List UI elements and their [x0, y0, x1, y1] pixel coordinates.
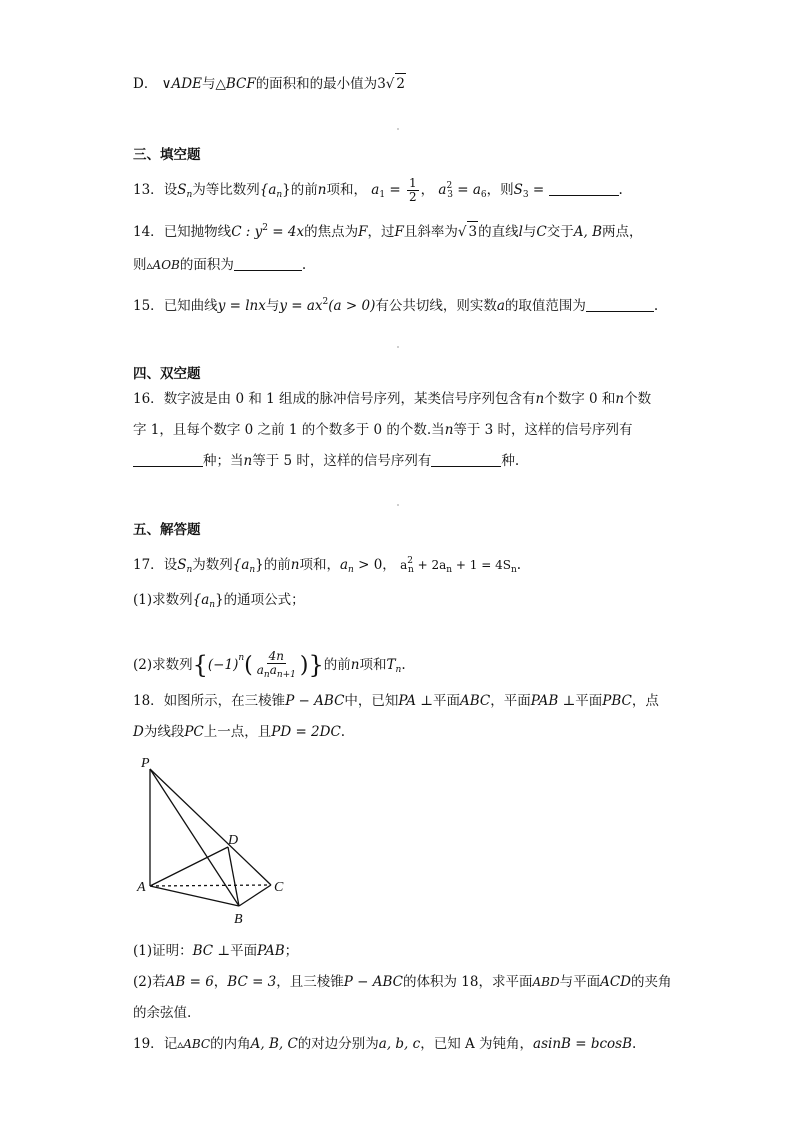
sym: a [371, 182, 380, 198]
text: 的内角 [210, 1036, 251, 1052]
text: 与 [265, 298, 280, 314]
sym: PBC [602, 693, 632, 709]
radicand: 3 [467, 221, 478, 242]
text: ，则 [486, 182, 514, 198]
text: 的对边分别为 [297, 1036, 379, 1052]
sup: n [238, 653, 245, 663]
text: ，且三棱锥 [276, 974, 344, 990]
text: (1)证明： [133, 943, 193, 959]
question-16-line3 [133, 451, 519, 471]
question-15 [133, 292, 658, 316]
sym: a, b, c [378, 1036, 421, 1052]
eq: = [385, 182, 405, 198]
sup: 2 [262, 223, 269, 233]
sym: = 4x [268, 224, 305, 240]
eq: = a [452, 182, 481, 198]
sym: ABC [460, 693, 491, 709]
question-17-part2 [133, 644, 406, 684]
question-13 [133, 176, 623, 205]
sym: PA ⊥ [398, 693, 434, 709]
option-label: D． [133, 76, 158, 92]
question-18-line2 [133, 722, 345, 742]
sym: (a > 0) [328, 298, 376, 314]
text: . [653, 298, 659, 314]
text: 的夹角 [631, 974, 672, 990]
text: (2)求数列 [133, 657, 193, 673]
text: 个数字 0 和 [544, 391, 616, 407]
question-17-part1 [133, 590, 305, 615]
seq: {a [192, 592, 210, 608]
text: ，平面 [490, 693, 531, 709]
text: 的余弦值. [133, 1005, 192, 1021]
sym: a [256, 662, 264, 677]
text: ，过 [367, 224, 395, 240]
text: 有公共切线，则实数 [375, 298, 497, 314]
sym: BC ⊥ [192, 943, 231, 959]
text: 的取值范围为 [504, 298, 586, 314]
question-number: 15． [133, 298, 164, 314]
sub: 3 [522, 190, 529, 200]
edge-ad [150, 847, 228, 886]
question-14-line1 [133, 218, 643, 242]
text: 的面积和的最小值为 [255, 76, 378, 92]
text: 的体积为 18，求平面 [403, 974, 533, 990]
sym: l [518, 224, 523, 240]
sym: (−1) [207, 657, 239, 673]
label-b: B [234, 912, 243, 927]
sub: n [510, 565, 517, 575]
denominator: 2 [408, 190, 417, 204]
text: (1)求数列 [133, 592, 193, 608]
text: ，已知 A 为钝角， [420, 1036, 534, 1052]
sym: T [386, 657, 396, 673]
text: 则 [133, 257, 147, 273]
section-3-title: 三、填空题 [133, 147, 201, 163]
text: 种；当 [203, 453, 244, 469]
right-paren: ) [299, 653, 309, 678]
section-4-title: 四、双空题 [133, 366, 201, 382]
sym: a [438, 182, 447, 198]
question-number: 14． [133, 224, 164, 240]
numerator: 1 [408, 176, 417, 190]
sym: P − ABC [285, 693, 345, 709]
option-d [133, 73, 406, 94]
sqrt-sign: √ [385, 76, 395, 92]
sym: asinB = bcosB [533, 1036, 633, 1052]
divider-dot [397, 346, 399, 348]
sym: S [177, 557, 187, 573]
text: 等于 5 时，这样的信号序列有 [252, 453, 432, 469]
text: }的前 [255, 557, 291, 573]
text: }的前 [282, 182, 318, 198]
sym: a [496, 298, 505, 314]
coefficient: 3 [377, 76, 386, 92]
question-16-line1 [133, 389, 651, 409]
denominator [255, 664, 298, 682]
text: 的通项公式； [223, 592, 305, 608]
question-number: 19． [133, 1036, 164, 1052]
sub: 1 [379, 190, 386, 200]
text: . [340, 724, 346, 740]
sub: 6 [480, 190, 487, 200]
text: 种. [501, 453, 520, 469]
question-18-line1 [133, 691, 659, 711]
edge-ab [150, 886, 239, 906]
sub: 3 [447, 190, 453, 200]
seq: {a [232, 557, 250, 573]
label-d: D [228, 833, 239, 848]
sym: BC = 3 [227, 974, 277, 990]
sym: a [400, 558, 408, 572]
text: . [301, 257, 307, 273]
section-5-title: 五、解答题 [133, 522, 201, 538]
text: 的焦点为 [304, 224, 359, 240]
sym: AB = 6 [165, 974, 214, 990]
text: . [401, 657, 406, 673]
text: 数字波是由 0 和 1 组成的脉冲信号序列，某类信号序列包含有 [163, 391, 536, 407]
text: 平面 [230, 943, 258, 959]
sub: n [249, 565, 256, 575]
sym: PD = 2DC [271, 724, 341, 740]
sym: a [339, 557, 349, 573]
divider-dot [397, 504, 399, 506]
text: 已知抛物线 [163, 224, 232, 240]
sym: y = ax [279, 298, 323, 314]
sub: n [408, 565, 414, 575]
question-17 [133, 551, 521, 580]
var-n: n [317, 182, 327, 198]
sup: 2 [407, 556, 413, 566]
sup: 2 [322, 297, 329, 307]
divider-dot [397, 128, 399, 130]
sym: P − ABC [343, 974, 403, 990]
text: 如图所示，在三棱锥 [163, 693, 286, 709]
text: 项和， [326, 182, 367, 198]
answer-blank[interactable] [549, 181, 619, 196]
text: ，点 [631, 693, 659, 709]
answer-blank[interactable] [586, 297, 654, 312]
label-a: A [137, 880, 146, 895]
sym: S [513, 182, 523, 198]
var-n: n [615, 391, 625, 407]
text: 为线段 [143, 724, 185, 740]
sym: ABD [532, 975, 560, 989]
edge-bc [239, 885, 271, 906]
question-16-line2 [133, 420, 633, 440]
sub: n [348, 565, 354, 575]
var-n: n [243, 453, 253, 469]
sub: n [446, 565, 453, 575]
text: 已知曲线 [163, 298, 218, 314]
triangle-bcf: △BCF [215, 76, 256, 92]
eq: = [528, 182, 549, 198]
question-18-part2-line1 [133, 972, 672, 992]
sym: D [133, 724, 144, 740]
text: ； [284, 943, 299, 959]
text: 与 [201, 76, 216, 92]
sym: + 2a [413, 558, 447, 572]
text: 与平面 [559, 974, 601, 990]
var-n: n [535, 391, 545, 407]
brace: } [215, 592, 224, 608]
text: 平面 [433, 693, 461, 709]
sym: A, B [573, 224, 603, 240]
text: 设 [163, 182, 178, 198]
left-brace: { [192, 651, 208, 679]
question-18-part2-line2 [133, 1003, 191, 1023]
sub: n [186, 565, 193, 575]
question-19 [133, 1034, 636, 1054]
question-number: 17． [133, 557, 164, 573]
text: 平面 [575, 693, 603, 709]
sym: ▵ABC [177, 1037, 211, 1051]
sub: n [395, 665, 402, 675]
numerator: 4n [268, 648, 285, 663]
tetrahedron-figure [133, 755, 303, 930]
text: 为等比数列 [192, 182, 260, 198]
text: 等于 3 时，这样的信号序列有 [453, 422, 633, 438]
sym: A, B, C [250, 1036, 298, 1052]
answer-blank-2[interactable] [431, 452, 501, 467]
sym: C : y [231, 224, 263, 240]
sub: n+1 [276, 669, 296, 680]
text: 两点， [602, 224, 643, 240]
answer-blank-1[interactable] [133, 452, 203, 467]
sub: n [186, 190, 193, 200]
text: ， [420, 182, 435, 198]
edge-pc [150, 769, 271, 885]
label-p: P [141, 756, 150, 771]
text: 且斜率为 [403, 224, 458, 240]
text: 与 [522, 224, 537, 240]
sym: PAB ⊥ [530, 693, 576, 709]
radicand: 2 [395, 73, 406, 94]
question-number: 18． [133, 693, 164, 709]
text: 的面积为 [179, 257, 234, 273]
text: 个数 [624, 391, 652, 407]
question-18-part1 [133, 941, 298, 961]
text: ， [213, 974, 228, 990]
sub: n [276, 190, 283, 200]
var-n: n [290, 557, 300, 573]
text: 记 [163, 1036, 178, 1052]
var-n: n [350, 657, 360, 673]
text: 字 1，且每个数字 0 之前 1 的个数多于 0 的个数.当 [133, 422, 445, 438]
text: 的前 [323, 657, 351, 673]
seq: {a [259, 182, 277, 198]
sym: C [536, 224, 547, 240]
fraction [407, 177, 419, 204]
sqrt-sign: √ [457, 224, 467, 240]
text: . [632, 1036, 637, 1052]
sym: y = lnx [217, 298, 266, 314]
left-paren: ( [244, 653, 253, 678]
question-14-line2 [133, 255, 306, 275]
sym: ▵AOB [146, 258, 180, 272]
text: 设 [163, 557, 178, 573]
text: 中，已知 [344, 693, 399, 709]
sub: n [263, 669, 270, 680]
sym: PAB [257, 943, 285, 959]
text: . [618, 182, 623, 198]
question-number: 13． [133, 182, 164, 198]
text: > 0， [353, 557, 396, 573]
answer-blank[interactable] [234, 256, 302, 271]
text: 上一点，且 [203, 724, 272, 740]
sym: PC [184, 724, 204, 740]
sym: S [177, 182, 187, 198]
text: 为数列 [192, 557, 233, 573]
edge-ac-hidden [150, 885, 271, 886]
label-c: C [274, 880, 284, 895]
sym: + 1 = 4S [452, 558, 511, 572]
sup: 2 [446, 181, 453, 191]
sym: F [358, 224, 368, 240]
text: 交于 [546, 224, 574, 240]
sym: a [269, 662, 277, 677]
text: 的直线 [478, 224, 519, 240]
text: 项和， [299, 557, 340, 573]
sym: ACD [600, 974, 631, 990]
text: (2)若 [133, 974, 166, 990]
fraction [255, 650, 298, 682]
text: . [516, 557, 522, 573]
sub: n [209, 600, 216, 610]
text: 项和 [359, 657, 387, 673]
sym: F [394, 224, 404, 240]
right-brace: } [308, 651, 324, 679]
var-n: n [444, 422, 454, 438]
triangle-ade: ∨ADE [161, 76, 202, 92]
question-number: 16． [133, 391, 164, 407]
